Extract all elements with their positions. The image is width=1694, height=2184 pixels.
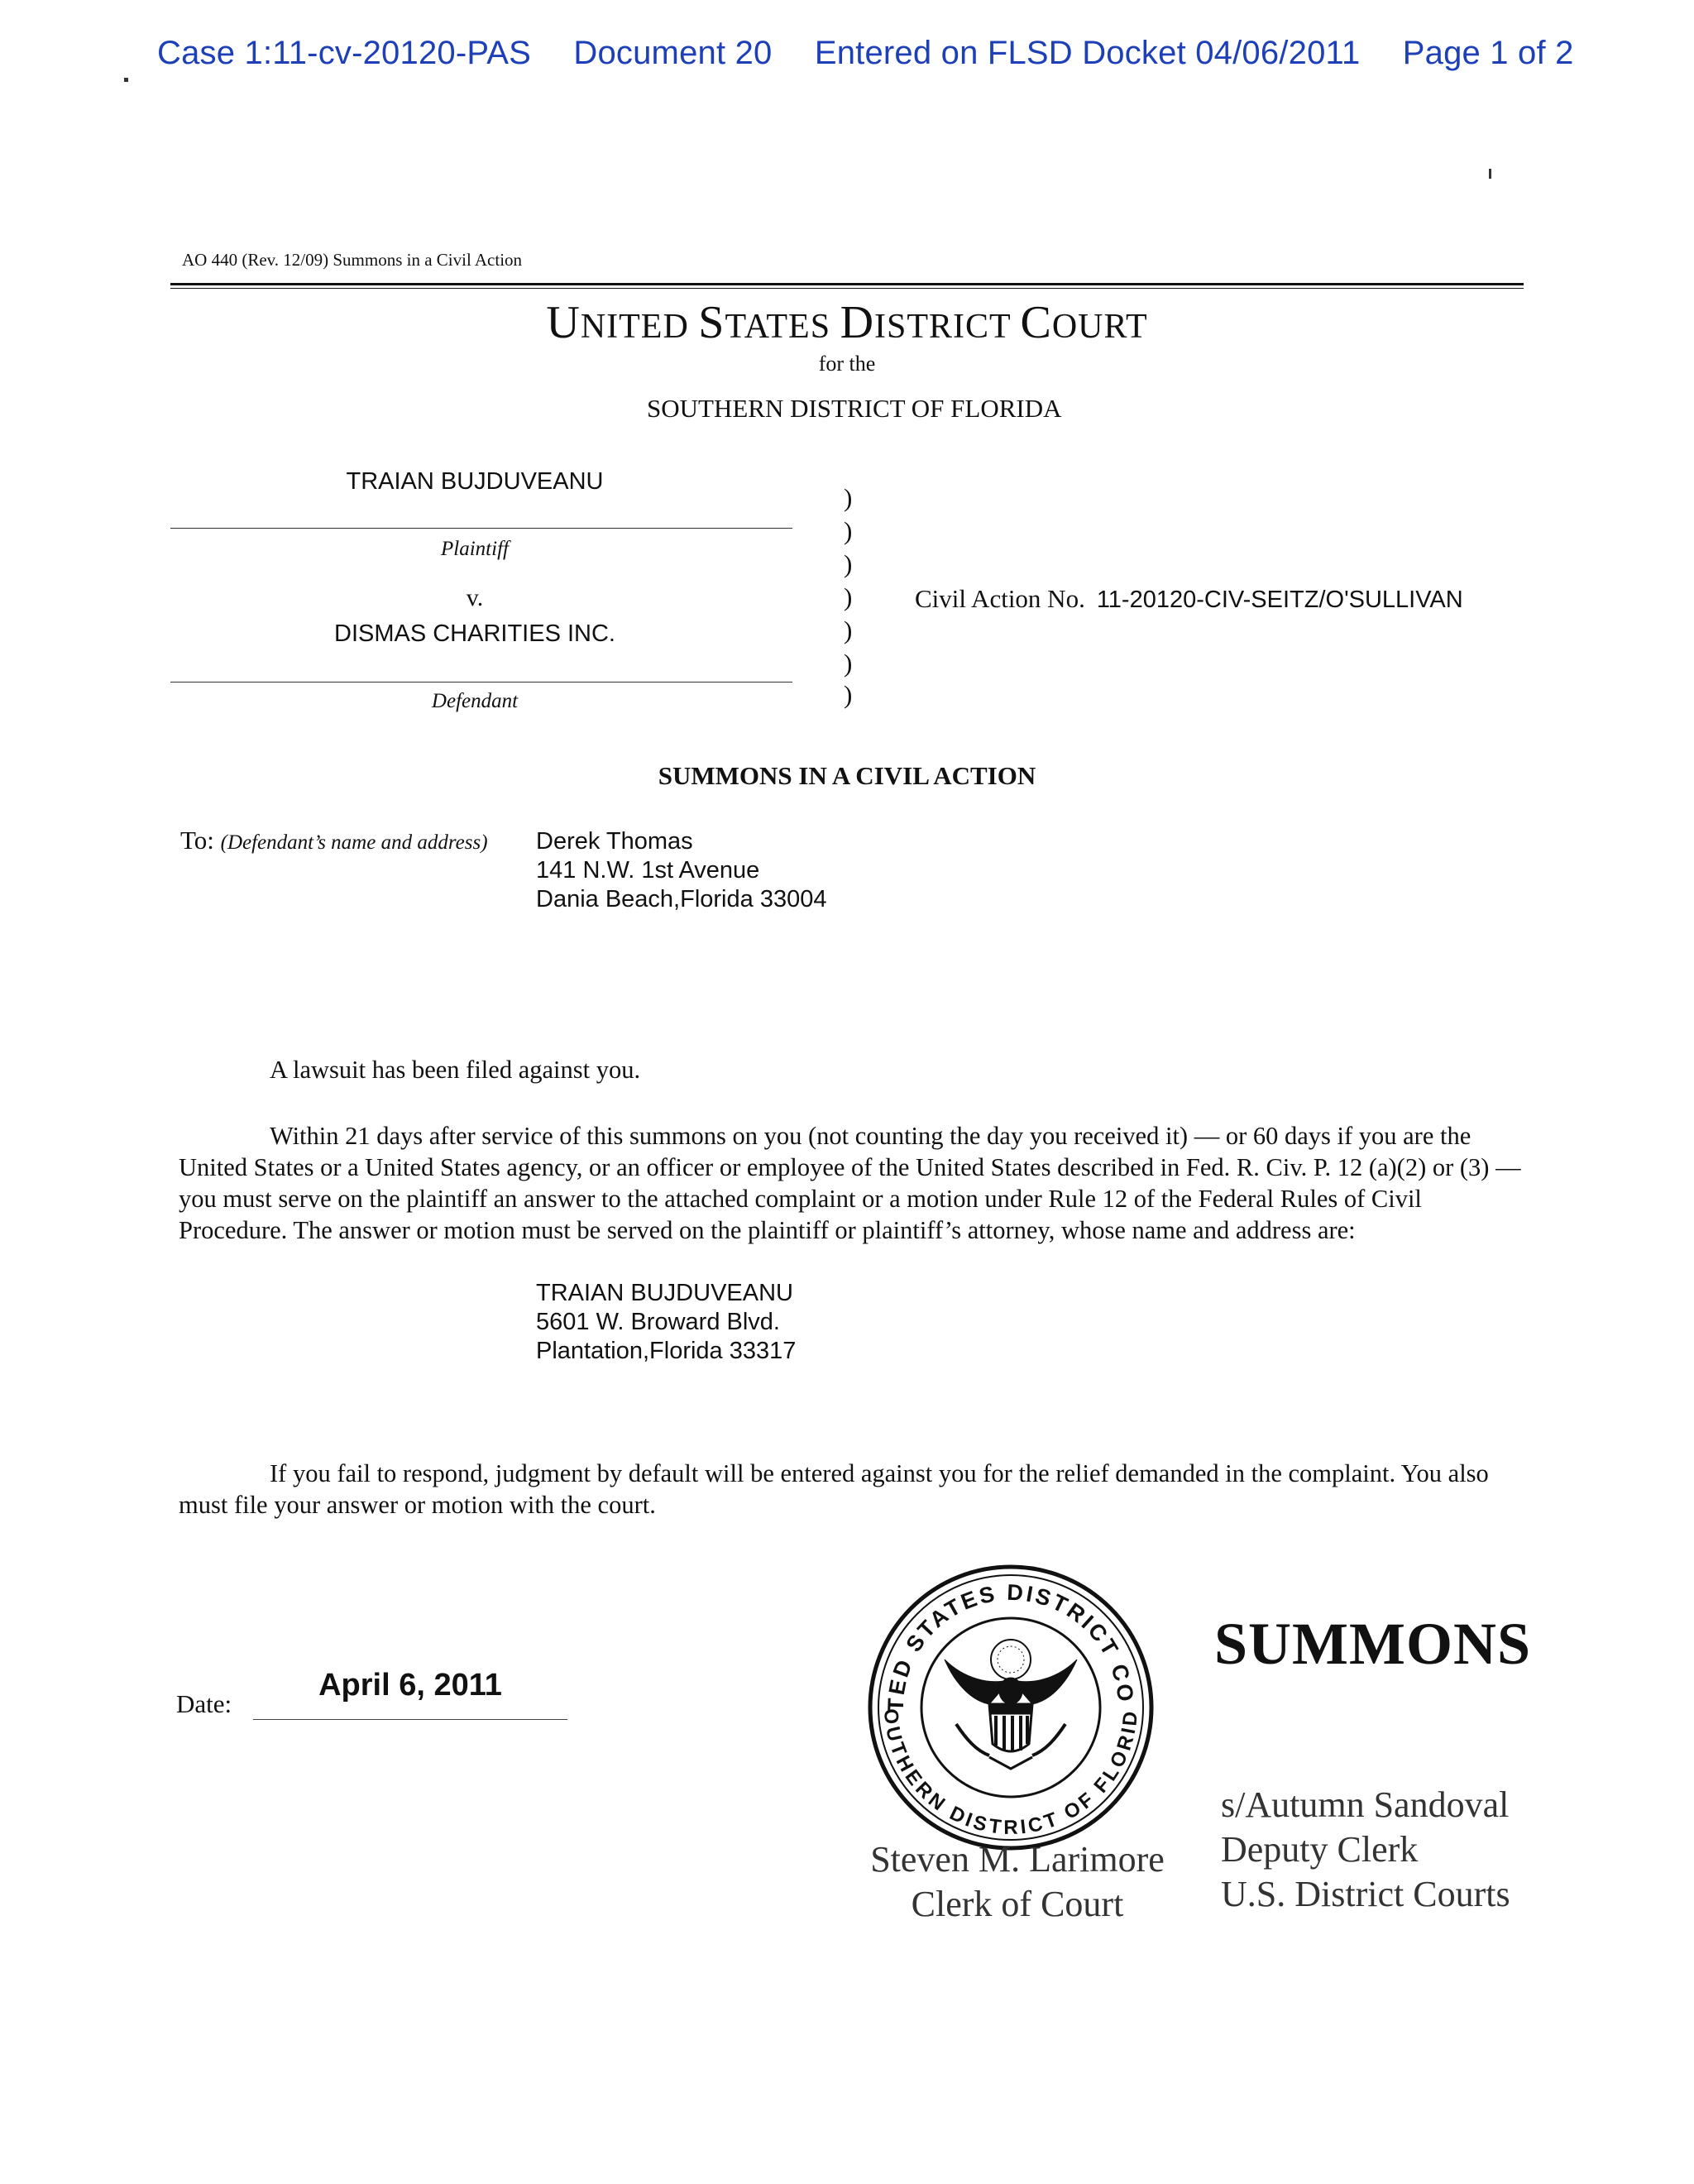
plaintiff-label: Plaintiff	[441, 538, 509, 560]
date-label: Date:	[176, 1689, 232, 1718]
lawsuit-notice: A lawsuit has been filed against you.	[270, 1056, 641, 1084]
document-number: Document 20	[573, 35, 773, 71]
page-indicator: Page 1 of 2	[1402, 35, 1574, 71]
summons-heading: SUMMONS IN A CIVIL ACTION	[658, 761, 1036, 790]
court-district: SOUTHERN DISTRICT OF FLORIDA	[647, 394, 1062, 423]
to-hint: (Defendant’s name and address)	[220, 831, 488, 854]
caption-bracket: )	[844, 649, 853, 678]
header-rule-secondary	[170, 288, 1524, 289]
seal-top-text: TED STATES DISTRICT CO	[883, 1579, 1139, 1712]
summons-stamp: SUMMONS	[1214, 1611, 1531, 1677]
court-office: U.S. District Courts	[1221, 1874, 1510, 1914]
date-value: April 6, 2011	[318, 1668, 502, 1703]
caption-bracket: )	[844, 615, 853, 644]
form-identifier: AO 440 (Rev. 12/09) Summons in a Civil Action	[182, 250, 523, 270]
to-label: To: (Defendant’s name and address)	[180, 826, 488, 855]
deputy-title: Deputy Clerk	[1221, 1829, 1419, 1870]
docket-header	[157, 35, 1574, 72]
scan-speck	[1489, 169, 1491, 179]
clerk-name: Steven M. Larimore	[870, 1839, 1165, 1880]
defendant-name: DISMAS CHARITIES INC.	[334, 620, 615, 647]
for-the-label: for the	[818, 352, 876, 376]
seal-graphic	[865, 1562, 1156, 1853]
date-line	[253, 1719, 567, 1720]
response-instructions: Within 21 days after service of this summons on you (not counting the day you received it) — or 60 days if you are the United States or a United States agency, or an officer or employee of the United States described in Fed. R. Civ. P. 12 (a)(2) or (3) — you must serve on the plaintiff an answer to the attached complaint or a motion under Rule 12 of the Federal Rules of Civil Procedure. The answer or motion must be served on the plaintiff or plaintiff’s attorney, whose name and address are:	[179, 1122, 1521, 1244]
civil-action-number	[915, 584, 1463, 614]
caption-bracket: )	[844, 582, 853, 611]
defendant-address: Derek Thomas 141 N.W. 1st Avenue Dania Beach,Florida 33004	[536, 828, 827, 912]
deputy-signature: s/Autumn Sandoval	[1221, 1784, 1510, 1825]
plaintiff-name: TRAIAN BUJDUVEANU	[346, 468, 604, 495]
plaintiff-address: TRAIAN BUJDUVEANU 5601 W. Broward Blvd. Plantation,Florida 33317	[536, 1280, 797, 1364]
court-title: UNITED STATES DISTRICT COURT	[546, 297, 1148, 348]
court-seal	[865, 1562, 1156, 1853]
default-warning: If you fail to respond, judgment by default will be entered against you for the relief demanded in the complaint. You also must file your answer or motion with the court.	[179, 1459, 1489, 1519]
case-number: Case 1:11-cv-20120-PAS	[157, 35, 532, 71]
seal-bottom-text: OUTHERN DISTRICT OF FLORID	[878, 1707, 1143, 1839]
scan-speck	[124, 78, 128, 82]
defendant-label: Defendant	[431, 690, 519, 712]
plaintiff-line	[170, 528, 792, 529]
civil-action-value: 11-20120-CIV-SEITZ/O'SULLIVAN	[1096, 587, 1463, 613]
caption-bracket: )	[844, 516, 853, 545]
clerk-title: Clerk of Court	[911, 1884, 1124, 1924]
caption-bracket: )	[844, 680, 853, 709]
civil-action-label: Civil Action No.	[915, 584, 1085, 613]
versus-label: v.	[466, 584, 484, 611]
eagle-icon	[945, 1640, 1077, 1769]
caption-bracket: )	[844, 549, 853, 578]
entered-date: Entered on FLSD Docket 04/06/2011	[814, 35, 1361, 71]
header-rule	[170, 283, 1524, 285]
caption-bracket: )	[844, 483, 853, 512]
